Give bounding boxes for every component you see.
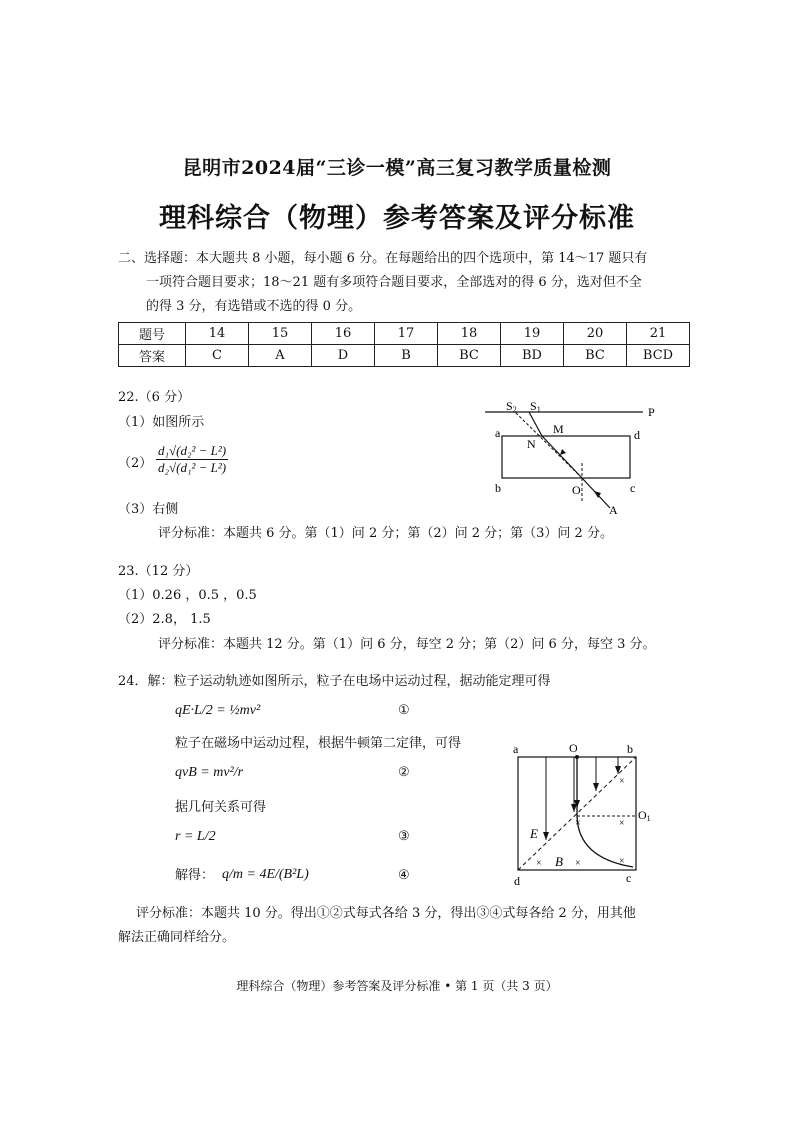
answer-cell: BD <box>501 345 564 367</box>
label-c: c <box>626 871 632 885</box>
question-number: 15 <box>249 323 312 345</box>
q23-part1: （1）0.26 ，0.5 ，0.5 <box>118 588 257 603</box>
table-row <box>119 323 690 345</box>
point-o <box>575 755 579 759</box>
q22-part2-label: （2） <box>118 456 153 471</box>
fraction-denominator: d₂√(d₁² − L²) <box>158 460 227 475</box>
answer-cell: C <box>186 345 249 367</box>
glass-block <box>502 436 630 478</box>
label-o1-main: O <box>638 808 647 822</box>
question-number: 18 <box>438 323 501 345</box>
question-number: 20 <box>564 323 627 345</box>
q24-text3: 据几何关系可得 <box>175 800 267 815</box>
answer-table <box>118 322 690 367</box>
document-title: 昆明市2024届“三诊一模”高三复习教学质量检测 <box>182 157 612 179</box>
q24-eq1-mark: ① <box>398 703 410 718</box>
q24-grading-line2: 解法正确同样给分。 <box>118 930 236 945</box>
page-footer: 理科综合（物理）参考答案及评分标准 • 第 1 页（共 3 页） <box>236 979 558 993</box>
label-p: P <box>648 405 655 419</box>
q22-figure <box>480 393 670 518</box>
answer-cell: B <box>375 345 438 367</box>
arrow-icon <box>593 783 599 791</box>
q24-eq2: qvB = mv²/r <box>175 765 244 780</box>
label-s1-main: S <box>530 399 537 413</box>
label-a: a <box>495 426 501 440</box>
label-d: d <box>634 428 640 442</box>
label-o: O <box>569 741 578 755</box>
cross-mark: × <box>575 818 581 829</box>
label-b: b <box>627 742 633 756</box>
cross-mark: × <box>619 856 625 867</box>
fraction-numerator: d₁√(d₂² − L²) <box>158 443 227 458</box>
q24-eq2-mark: ② <box>398 765 410 780</box>
q23-part2: （2）2.8， 1.5 <box>118 612 211 627</box>
label-o: O <box>572 483 581 497</box>
q24-intro: 24．解：粒子运动轨迹如图所示，粒子在电场中运动过程，据动能定理可得 <box>118 674 551 689</box>
particle-trajectory <box>577 757 633 867</box>
cross-mark: × <box>536 858 542 869</box>
label-A: A <box>609 503 618 517</box>
label-bfield: B <box>555 854 563 869</box>
label-m: M <box>553 422 564 436</box>
table-row <box>119 345 690 367</box>
question-number: 16 <box>312 323 375 345</box>
q24-text2: 粒子在磁场中运动过程，根据牛顿第二定律，可得 <box>175 736 462 751</box>
arrow-icon <box>560 449 566 455</box>
question-number: 19 <box>501 323 564 345</box>
table-row-label: 答案 <box>119 345 186 367</box>
arrow-icon <box>543 832 549 840</box>
q24-grading-line1: 评分标准：本题共 10 分。得出①②式每式各给 3 分，得出③④式每各给 2 分，用其他 <box>136 906 636 921</box>
answer-cell: A <box>249 345 312 367</box>
q24-eq1: qE·L/2 = ½mv² <box>175 703 261 718</box>
q22-heading: 22.（6 分） <box>118 390 191 405</box>
q22-answer-fraction <box>156 443 228 476</box>
q24-eq3-mark: ③ <box>398 829 410 844</box>
q24-text4: 解得： <box>175 868 215 883</box>
q23-heading: 23.（12 分） <box>118 564 199 579</box>
label-a: a <box>513 742 519 756</box>
label-c: c <box>630 481 636 495</box>
section2-line1: 二、选择题：本大题共 8 小题，每小题 6 分。在每题给出的四个选项中，第 14～17 题只有 <box>118 251 648 266</box>
question-number: 14 <box>186 323 249 345</box>
answer-cell: D <box>312 345 375 367</box>
document-subtitle: 理科综合（物理）参考答案及评分标准 <box>159 203 635 234</box>
section2-line2: 一项符合题目要求；18～21 题有多项符合题目要求，全部选对的得 6 分，选对但不全 <box>146 275 642 290</box>
label-n: N <box>527 437 536 451</box>
q22-part3: （3）右侧 <box>118 502 179 517</box>
q24-figure <box>508 740 668 890</box>
label-o1 <box>638 808 651 823</box>
label-d: d <box>514 874 520 888</box>
answer-cell: BC <box>438 345 501 367</box>
table-row-label: 题号 <box>119 323 186 345</box>
label-e: E <box>530 826 538 841</box>
q22-grading: 评分标准：本题共 6 分。第（1）问 2 分；第（2）问 2 分；第（3）问 2 分。 <box>158 526 613 541</box>
cross-mark: × <box>619 818 625 829</box>
question-number: 21 <box>627 323 690 345</box>
cross-mark: × <box>619 776 625 787</box>
section2-line3: 的得 3 分，有选错或不选的得 0 分。 <box>146 299 362 314</box>
q24-eq4-mark: ④ <box>398 868 410 883</box>
label-s1-sub: 1 <box>536 405 541 414</box>
label-s2-sub: 2 <box>512 405 517 414</box>
answer-cell: BCD <box>627 345 690 367</box>
q24-eq3: r = L/2 <box>175 829 216 844</box>
label-b: b <box>495 481 501 495</box>
label-s2-main: S <box>506 399 513 413</box>
label-o1-sub: 1 <box>646 814 651 823</box>
q24-eq4: q/m = 4E/(B²L) <box>222 867 309 882</box>
label-s2 <box>506 399 517 414</box>
q23-grading: 评分标准：本题共 12 分。第（1）问 6 分，每空 2 分；第（2）问 6 分，每空 3 分。 <box>158 637 656 652</box>
label-s1 <box>530 399 541 414</box>
answer-cell: BC <box>564 345 627 367</box>
cross-mark: × <box>575 858 581 869</box>
question-number: 17 <box>375 323 438 345</box>
q22-part1: （1）如图所示 <box>118 415 205 430</box>
refracted-ray <box>542 436 582 478</box>
